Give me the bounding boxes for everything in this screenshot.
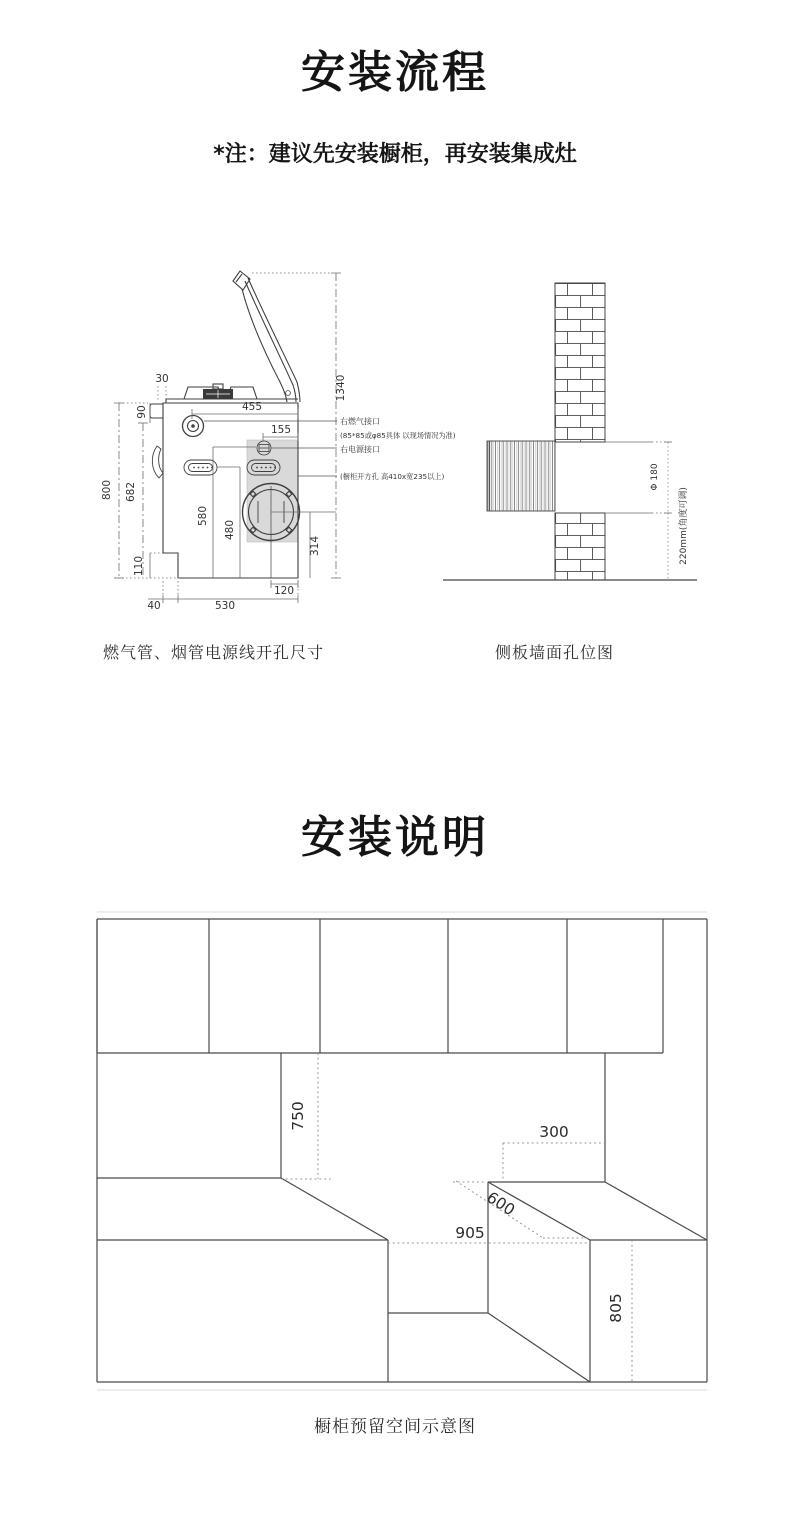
hood-screw (286, 391, 291, 396)
upper-cabinets (97, 919, 707, 1053)
wall-bracket (150, 404, 163, 418)
dim-682: 682 (125, 481, 137, 503)
dim-314: 314 (309, 535, 321, 557)
dim-455: 455 (241, 401, 263, 413)
brick-wall-lower (555, 513, 605, 580)
left-base-cabinet (97, 1240, 388, 1382)
dim-530: 530 (214, 600, 236, 612)
dim-905: 905 (455, 1224, 485, 1242)
gas-connector (183, 416, 204, 437)
section-title-install-process: 安装流程 (301, 47, 489, 98)
stove-niche (388, 1182, 590, 1382)
wall-hole-diagram (443, 283, 697, 580)
dim-750: 750 (289, 1101, 307, 1131)
dim-580: 580 (197, 505, 209, 527)
brick-wall-upper (555, 283, 605, 442)
dim-120: 120 (273, 585, 295, 597)
install-note: *注：建议先安装橱柜，再安装集成灶 (213, 142, 577, 167)
dim-300: 300 (539, 1123, 569, 1141)
flexible-duct (487, 441, 555, 511)
annotation-gas-port: 右燃气接口 (340, 417, 380, 426)
cabinet-dimensions (281, 1053, 632, 1382)
left-counter (97, 1053, 388, 1240)
dim-110: 110 (133, 555, 145, 577)
dim-600: 600 (483, 1188, 519, 1220)
dim-duct-height: 220mm(角度可调) (679, 487, 689, 565)
dim-hole-diameter: Φ 180 (650, 463, 660, 491)
annotation-gas-note: (85*85或φ85具体 以现场情况为准) (340, 431, 456, 440)
stove-annotations (204, 416, 456, 481)
section-title-install-notes: 安装说明 (301, 812, 489, 863)
right-counter (488, 1053, 707, 1382)
dim-155: 155 (270, 424, 292, 436)
dim-480: 480 (224, 519, 236, 541)
annotation-power-port: 右电源接口 (340, 445, 380, 454)
dim-805: 805 (607, 1293, 625, 1323)
left-vent-oval (184, 460, 217, 475)
caption-wall-diagram: 侧板墙面孔位图 (495, 643, 615, 662)
caption-cabinet-diagram: 橱柜预留空间示意图 (314, 1417, 476, 1437)
caption-stove-diagram: 燃气管、烟管电源线开孔尺寸 (103, 643, 325, 662)
hood-inner-curve (242, 289, 287, 402)
dim-1340: 1340 (335, 374, 347, 402)
dim-40: 40 (147, 600, 161, 612)
dim-800: 800 (101, 479, 113, 501)
dim-90: 90 (136, 405, 148, 419)
stove-dimensions (114, 273, 341, 603)
stove-and-wall-diagram (0, 250, 790, 625)
dim-30: 30 (155, 373, 169, 385)
cabinet-space-diagram (0, 900, 790, 1400)
annotation-cabinet-opening: (橱柜开方孔 高410x宽235以上) (340, 472, 445, 481)
hook (152, 446, 163, 478)
